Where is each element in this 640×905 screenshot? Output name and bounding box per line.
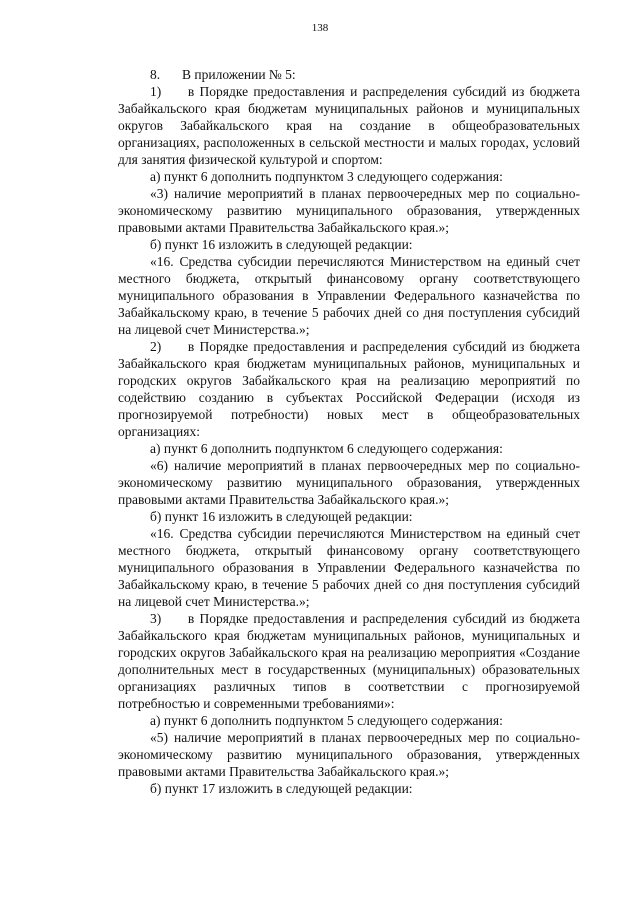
subitem-b: б) пункт 16 изложить в следующей редакции: [150,237,413,252]
quote-a: «3) наличие мероприятий в планах первоочередных мер по социально-экономическому развитию муниципального образования, утвержденных правовыми актами Правительства Забайкальского края.»; [118,186,580,235]
item-text: в Порядке предоставления и распределения субсидий из бюджета Забайкальского края бюджетам муниципальных районов, муниципальных и городских округов Забайкальского края на реализацию мероприятия «Создание дополнительных мест в государственных (муниципальных) образовательных организациях различных типов в соответствии с прогнозируемой потребностью и современными требованиями»: [118,611,581,711]
quote-a: «5) наличие мероприятий в планах первоочередных мер по социально-экономическому развитию муниципального образования, утвержденных правовыми актами Правительства Забайкальского края.»; [118,730,580,779]
quote-b: «16. Средства субсидии перечисляются Министерством на единый счет местного бюджета, открытый финансовому органу соответствующего муниципального образования в Управлении Федерального казначейства по Забайкальскому краю, в течение 5 рабочих дней со дня поступления субсидий на лицевой счет Министерства.»; [118,526,580,609]
section-heading [118,66,580,83]
item-number: 1) [150,84,162,99]
item-paragraph [118,610,580,712]
subitem-a: а) пункт 6 дополнить подпунктом 3 следующего содержания: [150,169,503,184]
item-number: 3) [150,611,162,626]
document-body [118,66,580,797]
section-number: 8. [150,67,161,82]
subitem-a: а) пункт 6 дополнить подпунктом 6 следующего содержания: [150,441,503,456]
page-number: 138 [311,22,329,34]
subitem-b: б) пункт 17 изложить в следующей редакции: [150,781,413,796]
item-text: в Порядке предоставления и распределения субсидий из бюджета Забайкальского края бюджетам муниципальных районов и муниципальных округов Забайкальского края на создание в общеобразовательных организациях, расположенных в сельской местности и малых городах, условий для занятия физической культурой и спортом: [118,84,581,167]
item-number: 2) [150,339,162,354]
item-paragraph [118,338,580,440]
quote-b: «16. Средства субсидии перечисляются Министерством на единый счет местного бюджета, открытый финансовому органу соответствующего муниципального образования в Управлении Федерального казначейства по Забайкальскому краю, в течение 5 рабочих дней со дня поступления субсидий на лицевой счет Министерства.»; [118,254,580,337]
subitem-a: а) пункт 6 дополнить подпунктом 5 следующего содержания: [150,713,503,728]
section-title: В приложении № 5: [182,67,296,82]
subitem-b: б) пункт 16 изложить в следующей редакции: [150,509,413,524]
quote-a: «6) наличие мероприятий в планах первоочередных мер по социально-экономическому развитию муниципального образования, утвержденных правовыми актами Правительства Забайкальского края.»; [118,458,580,507]
item-text: в Порядке предоставления и распределения субсидий из бюджета Забайкальского края бюджетам муниципальных районов, муниципальных и городских округов Забайкальского края на реализацию мероприятий по содействию созданию в субъектах Российской Федерации (исходя из прогнозируемой потребности) новых мест в общеобразовательных организациях: [118,339,581,439]
item-paragraph [118,83,580,168]
